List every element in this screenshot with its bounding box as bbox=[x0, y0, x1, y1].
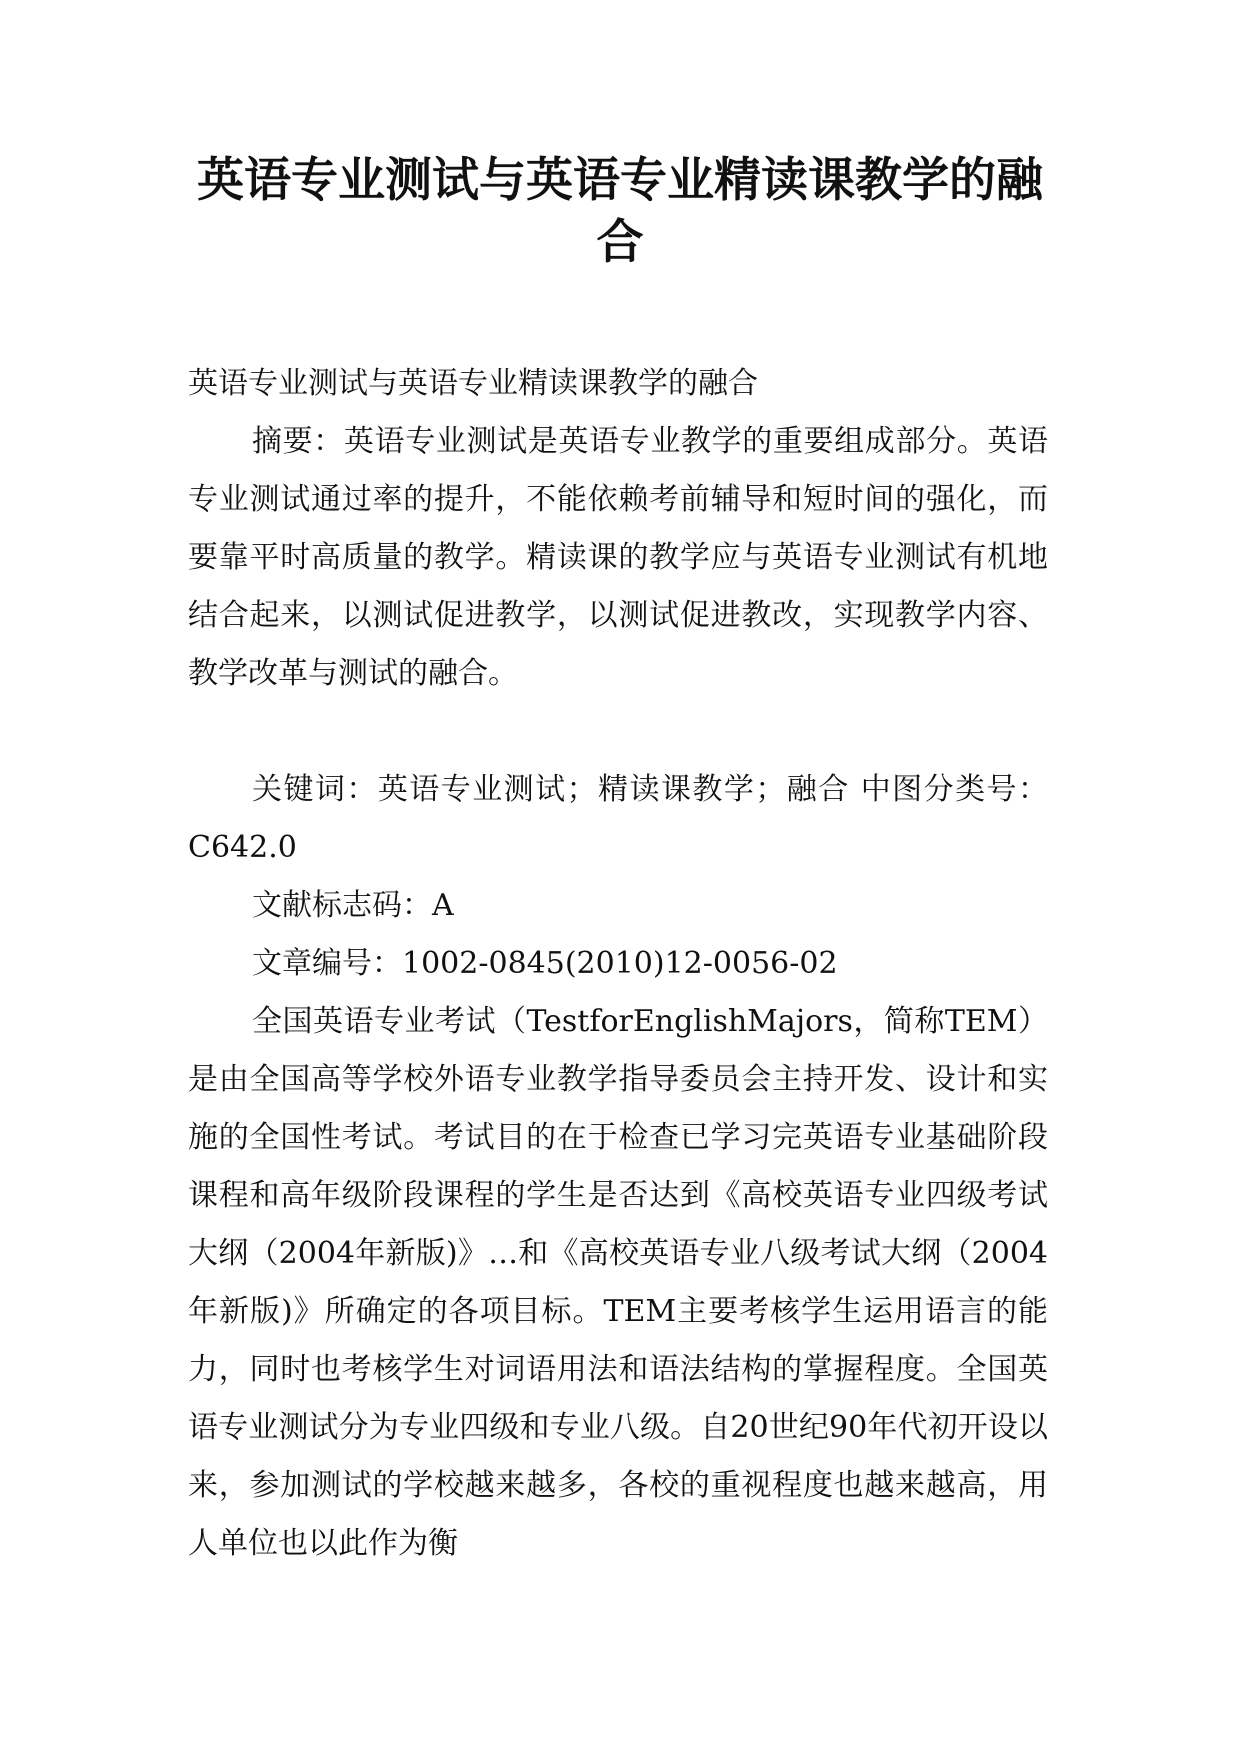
document-code-paragraph: 文献标志码：A bbox=[252, 888, 454, 923]
keywords-paragraph: 关键词：英语专业测试；精读课教学；融合 中图分类号：C642.0 bbox=[188, 772, 1048, 865]
body-paragraph: 全国英语专业考试（TestforEnglishMajors，简称TEM）是由全国高等学校外语专业教学指导委员会主持开发、设计和实施的全国性考试。考试目的在于检查已学习完英语专业基础阶段课程和高年级阶段课程的学生是否达到《高校英语专业四级考试大纲（2004年新版)》…和《高校英语专业八级考试大纲（2004年新版)》所确定的各项目标。TEM主要考核学生运用语言的能力，同时也考核学生对词语用法和语法结构的掌握程度。全国英语专业测试分为专业四级和专业八级。自20世纪90年代初开设以来，参加测试的学校越来越多，各校的重视程度也越来越高，用人单位也以此作为衡 bbox=[188, 1004, 1048, 1561]
subtitle-paragraph: 英语专业测试与英语专业精读课教学的融合 bbox=[188, 366, 758, 401]
document-title: 英语专业测试与英语专业精读课教学的融合 bbox=[197, 153, 1043, 270]
document-body bbox=[188, 355, 1048, 1573]
abstract-paragraph: 摘要：英语专业测试是英语专业教学的重要组成部分。英语专业测试通过率的提升，不能依赖考前辅导和短时间的强化，而要靠平时高质量的教学。精读课的教学应与英语专业测试有机地结合起来，以测试促进教学，以测试促进教改，实现教学内容、教学改革与测试的融合。 bbox=[188, 424, 1048, 691]
article-number-paragraph: 文章编号：1002-0845(2010)12-0056-02 bbox=[252, 946, 838, 981]
